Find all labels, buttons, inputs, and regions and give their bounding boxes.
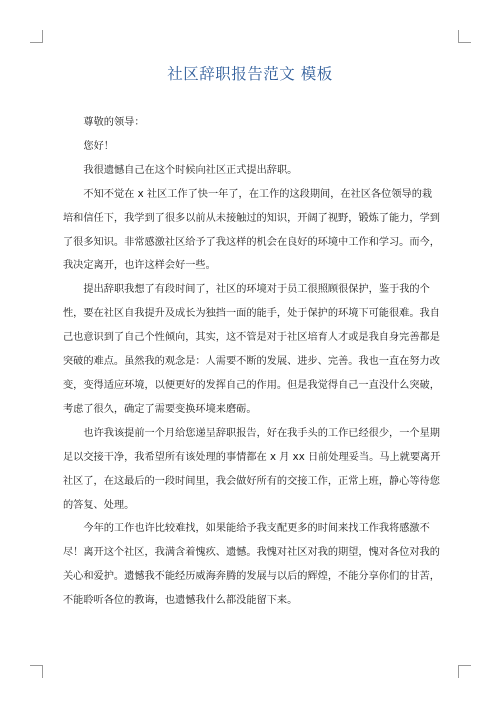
greeting: 您好！ [83,140,114,152]
paragraph: 不知不觉在 x 社区工作了快一年了，在工作的这段期间，在社区各位领导的栽培和信任下，我学到了很多以前从未接触过的知识，开阔了视野，锻炼了能力，学到了很多知识。非常感激社区给予了我这样的机会在良好的环境中工作和学习。而今，我决定离开，也许这样会好一些。 [63,188,440,272]
page-corner-mark-top-right [458,30,471,43]
page-corner-mark-bottom-right [458,665,471,678]
page-corner-mark-bottom-left [30,665,43,678]
document-body [63,111,441,613]
paragraph: 提出辞职我想了有段时间了，社区的环境对于员工很照顾很保护，鉴于我的个性，要在社区自我提升及成长为独挡一面的能手，处于保护的环境下可能很难。我自己也意识到了自己个性倾向，其实，这不管是对于社区培育人才或是我自身完善都是突破的难点。虽然我的观念是：人需要不断的发展、进步、完善。我也一直在努力改变，变得适应环境，以便更好的发挥自己的作用。但是我觉得自己一直没什么突破，考虑了很久，确定了需要变换环境来磨砺。 [63,284,440,415]
paragraph: 今年的工作也许比较难找，如果能给予我支配更多的时间来找工作我将感激不尽！离开这个社区，我满含着愧疚、遗憾。我愧对社区对我的期望，愧对各位对我的关心和爱护。遗憾我不能经历威海奔腾的发展与以后的辉煌，不能分享你们的甘苦，不能聆听各位的教诲，也遗憾我什么都没能留下来。 [63,523,440,607]
salutation: 尊敬的领导： [83,117,145,128]
paragraph: 我很遗憾自己在这个时候向社区正式提出辞职。 [83,164,298,176]
page-corner-mark-top-left [30,30,43,43]
document-title: 社区辞职报告范文 模板 [167,65,333,83]
paragraph: 也许我该提前一个月给您递呈辞职报告，好在我手头的工作已经很少，一个星期足以交接干净，我希望所有该处理的事情都在 x 月 xx 日前处理妥当。马上就要离开社区了，在这最后的一段时间里，我会做好所有的交接工作，正常上班，静心等待您的答复、处理。 [63,427,441,511]
